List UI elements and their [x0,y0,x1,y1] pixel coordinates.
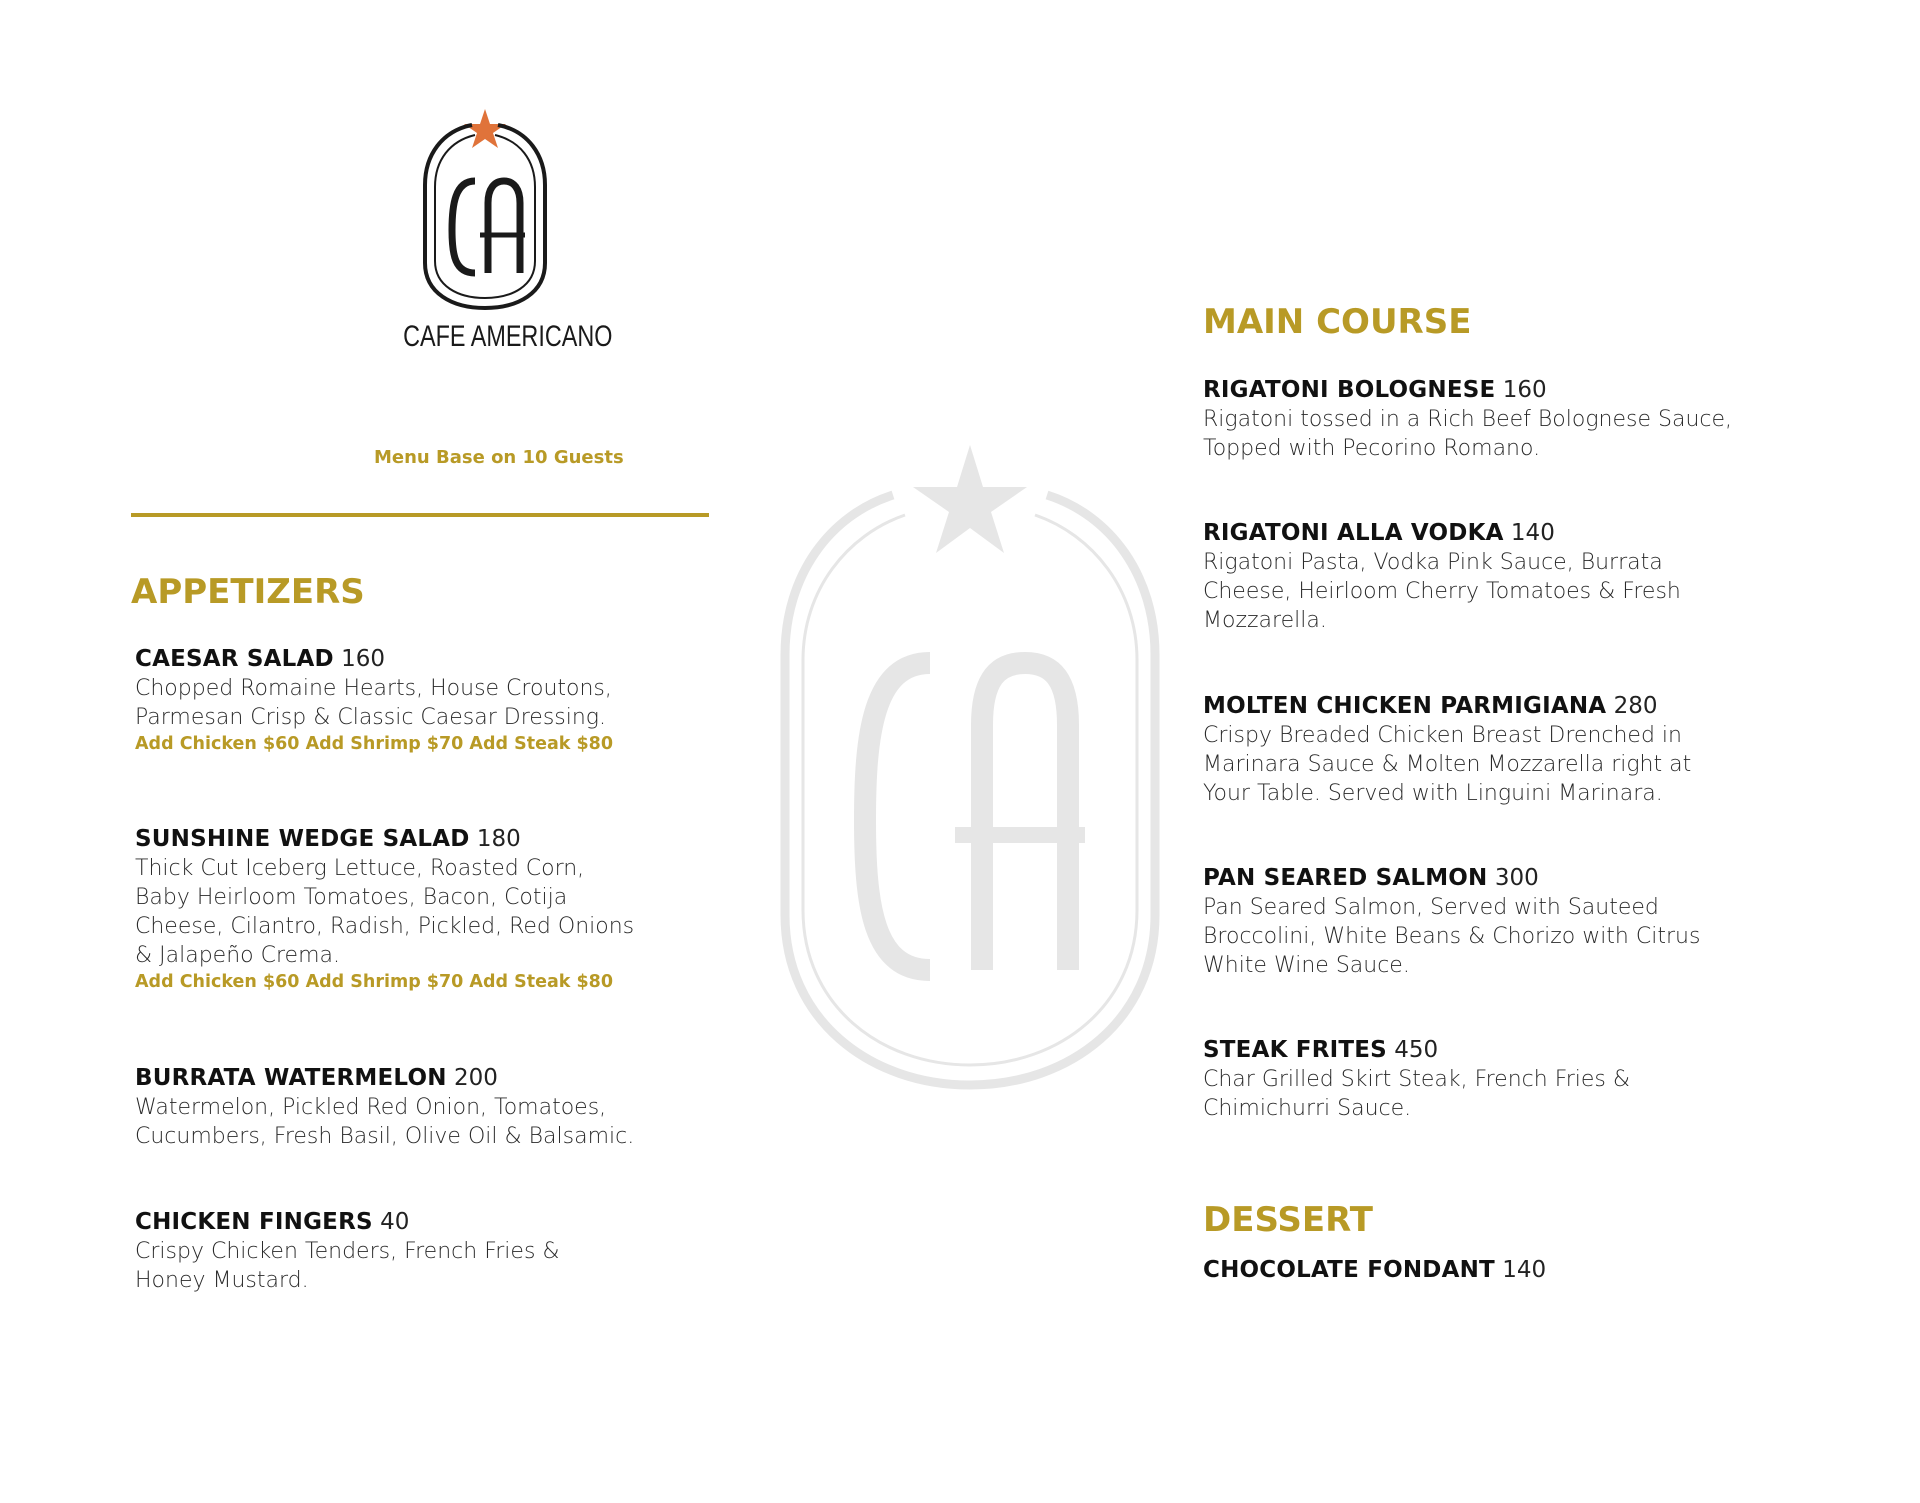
item-price: 160 [1502,377,1547,403]
item-addons: Add Chicken $60 Add Shrimp $70 Add Steak $80 [135,972,614,992]
menu-base-note: Menu Base on 10 Guests [374,447,624,468]
menu-item [1203,1256,1763,1285]
divider [131,513,709,517]
menu-item [135,645,695,756]
item-description: Char Grilled Skirt Steak, French Fries & Chimichurri Sauce. [1203,1067,1631,1121]
star-icon [464,109,506,148]
item-name: RIGATONI BOLOGNESE [1203,377,1496,403]
brand-logo [380,105,613,365]
item-description: Rigatoni tossed in a Rich Beef Bolognese Sauce, Topped with Pecorino Romano. [1203,407,1733,461]
watermark-logo [775,435,1165,1095]
item-name: STEAK FRITES [1203,1037,1387,1063]
appetizers-heading: APPETIZERS [131,572,365,612]
item-price: 300 [1494,865,1539,891]
menu-item [135,825,695,994]
item-name: PAN SEARED SALMON [1203,865,1488,891]
item-name: SUNSHINE WEDGE SALAD [135,826,470,852]
menu-item [1203,1036,1763,1123]
menu-item [135,1208,695,1295]
item-description: Rigatoni Pasta, Vodka Pink Sauce, Burrata Cheese, Heirloom Cherry Tomatoes & Fresh Mozzarella. [1203,550,1681,633]
item-description: Chopped Romaine Hearts, House Croutons, Parmesan Crisp & Classic Caesar Dressing. [135,676,612,730]
item-price: 140 [1510,520,1555,546]
item-price: 200 [453,1065,498,1091]
main-course-heading: MAIN COURSE [1203,302,1472,342]
item-name: CHICKEN FINGERS [135,1209,373,1235]
item-description: Thick Cut Iceberg Lettuce, Roasted Corn, Baby Heirloom Tomatoes, Bacon, Cotija Cheese, Cilantro, Radish, Pickled, Red Onions & Jalapeño Crema. [135,856,635,968]
item-price: 40 [380,1209,410,1235]
menu-item [135,1064,695,1151]
item-name: MOLTEN CHICKEN PARMIGIANA [1203,693,1607,719]
item-name: CHOCOLATE FONDANT [1203,1257,1495,1283]
item-addons: Add Chicken $60 Add Shrimp $70 Add Steak $80 [135,734,614,754]
item-price: 180 [476,826,521,852]
item-price: 450 [1394,1037,1439,1063]
item-description: Pan Seared Salmon, Served with Sauteed Broccolini, White Beans & Chorizo with Citrus White Wine Sauce. [1203,895,1701,978]
menu-item [1203,692,1763,808]
item-price: 140 [1502,1257,1547,1283]
item-name: CAESAR SALAD [135,646,334,672]
item-price: 160 [341,646,386,672]
watermark-star-icon [913,445,1027,553]
menu-item [1203,864,1763,980]
item-description: Crispy Chicken Tenders, French Fries & Honey Mustard. [135,1239,560,1293]
brand-name: CAFE AMERICANO [403,320,613,353]
item-description: Watermelon, Pickled Red Onion, Tomatoes, Cucumbers, Fresh Basil, Olive Oil & Balsamic. [135,1095,635,1149]
menu-item [1203,376,1763,463]
item-description: Crispy Breaded Chicken Breast Drenched in Marinara Sauce & Molten Mozzarella right at Your Table. Served with Linguini Marinara. [1203,723,1692,806]
item-price: 280 [1613,693,1658,719]
dessert-heading: DESSERT [1203,1200,1373,1240]
menu-item [1203,519,1763,635]
item-name: RIGATONI ALLA VODKA [1203,520,1504,546]
item-name: BURRATA WATERMELON [135,1065,447,1091]
